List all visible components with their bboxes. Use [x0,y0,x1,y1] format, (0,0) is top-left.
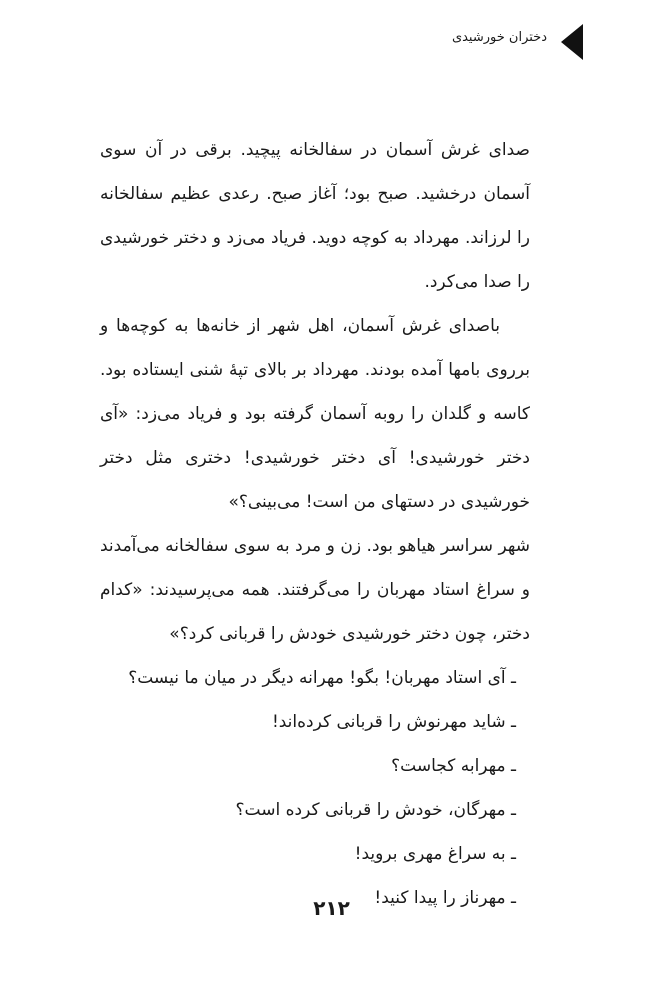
page-body [100,128,530,920]
dialogue-line: ـ مهرابه کجاست؟ [391,756,516,776]
dialogue-line: ـ آی استاد مهربان! بگو! مهرانه دیگر در میان ما نیست؟ [128,668,516,688]
paragraph: شهر سراسر هیاهو بود. زن و مرد به سوی سفالخانه می‌آمدند و سراغ استاد مهربان را می‌گرفتند. همه می‌پرسیدند: «کدام دختر، چون دختر خورشیدی خودش را قربانی کرد؟» [100,536,530,644]
running-title: دختران خورشیدی [451,30,547,45]
dialogue-line: ـ مهرناز را پیدا کنید! [374,888,516,908]
page-number: ۲۱۲ [313,896,350,920]
page-header [23,22,583,62]
dialogue-line: ـ مهرگان، خودش را قربانی کرده است؟ [235,800,516,820]
dialogue-line: ـ به سراغ مهری بروید! [354,844,516,864]
paragraph: صدای غرش آسمان در سفالخانه پیچید. برقی در آن سوی آسمان درخشید. صبح بود؛ آغاز صبح. رعدی عظیم سفالخانه را لرزاند. مهرداد به کوچه دوید. فریاد می‌زد و دختر خورشیدی را صدا می‌کرد. [100,140,530,292]
dialogue-line: ـ شاید مهرنوش را قربانی کرده‌اند! [271,712,516,732]
paragraph: باصدای غرش آسمان، اهل شهر از خانه‌ها به کوچه‌ها و برروی بامها آمده بودند. مهرداد بر بالای تپهٔ شنی ایستاده بود. کاسه و گلدان را روبه آسمان گرفته بود و فریاد می‌زد: «آی دختر خورشیدی! آی دختر خورشیدی! دختری مثل دختر خورشیدی در دستهای من است! می‌بینی؟» [100,316,530,512]
triangle-marker-icon [561,24,583,60]
